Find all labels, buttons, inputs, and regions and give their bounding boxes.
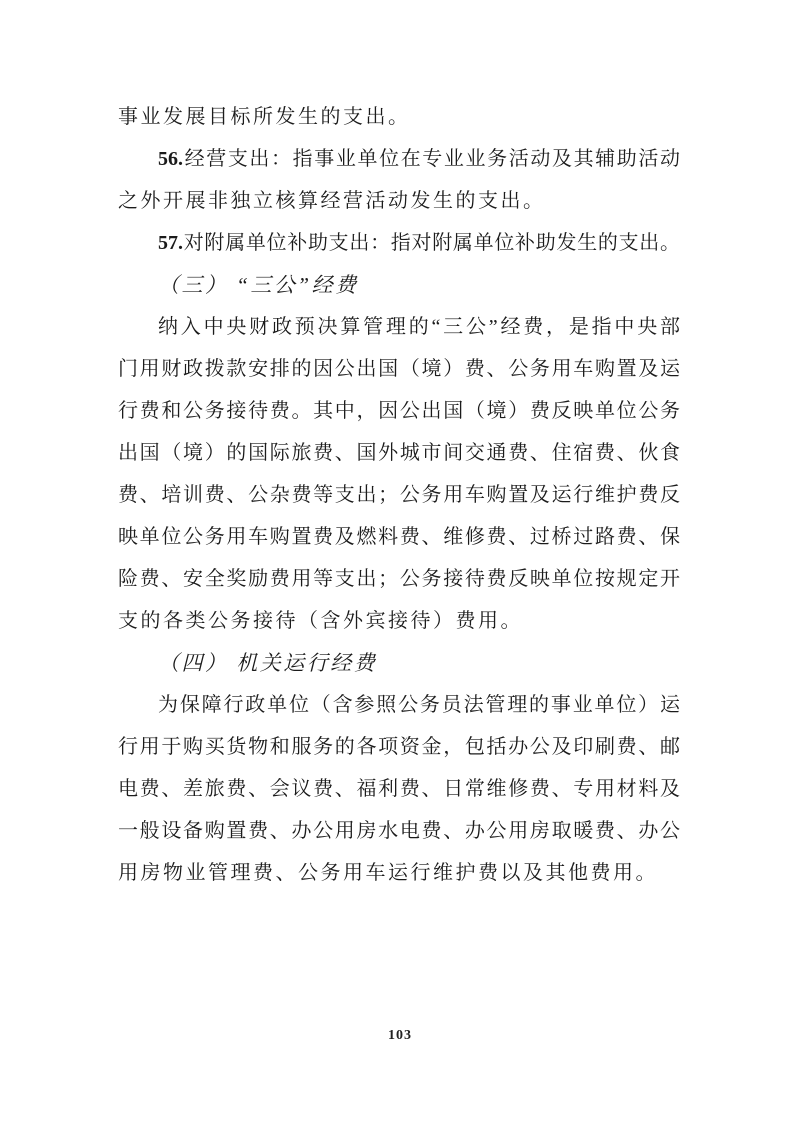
text-line: 用房物业管理费、公务用车运行维护费以及其他费用。 <box>118 862 658 884</box>
page-number: 103 <box>388 1028 412 1043</box>
text-line: 出国（境）的国际旅费、国外城市间交通费、住宿费、伙食 <box>118 442 680 464</box>
text-line-item-56 <box>118 138 680 180</box>
text-line-content: 经营支出：指事业单位在专业业务活动及其辅助活动 <box>183 148 680 170</box>
text-line: 行费和公务接待费。其中，因公出国（境）费反映单位公务 <box>118 400 680 422</box>
text-line: 门用财政拨款安排的因公出国（境）费、公务用车购置及运 <box>118 358 680 380</box>
text-line: 映单位公务用车购置费及燃料费、维修费、过桥过路费、保 <box>118 526 680 548</box>
section-heading-sangong: （三） “三公”经费 <box>158 273 359 297</box>
text-line-content: 对附属单位补助支出：指对附属单位补助发生的支出。 <box>183 232 680 254</box>
text-line: 事业发展目标所发生的支出。 <box>118 106 411 128</box>
text-line: 电费、差旅费、会议费、福利费、日常维修费、专用材料及 <box>118 778 680 800</box>
text-line: 一般设备购置费、办公用房水电费、办公用房取暖费、办公 <box>118 820 680 842</box>
section-heading-jiguan: （四） 机关运行经费 <box>158 651 378 675</box>
page-footer <box>0 1026 800 1044</box>
item-number: 57. <box>158 232 183 254</box>
text-line: 行用于购买货物和服务的各项资金，包括办公及印刷费、邮 <box>118 736 680 758</box>
document-body <box>118 96 680 894</box>
item-number: 56. <box>158 148 183 170</box>
text-line: 之外开展非独立核算经营活动发生的支出。 <box>118 190 546 212</box>
text-line: 支的各类公务接待（含外宾接待）费用。 <box>118 610 523 632</box>
text-line: 险费、安全奖励费用等支出；公务接待费反映单位按规定开 <box>118 568 680 590</box>
text-line-item-57 <box>118 222 680 264</box>
text-line: 纳入中央财政预决算管理的“三公”经费，是指中央部 <box>158 316 680 338</box>
text-line: 费、培训费、公杂费等支出；公务用车购置及运行维护费反 <box>118 484 680 506</box>
text-line: 为保障行政单位（含参照公务员法管理的事业单位）运 <box>158 694 680 716</box>
